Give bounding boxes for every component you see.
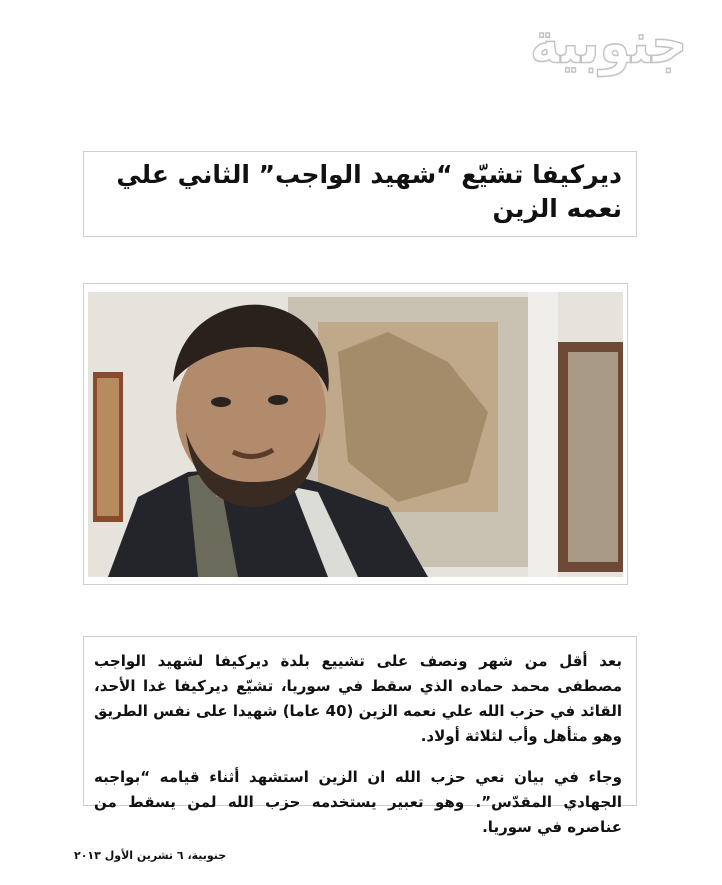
article-title-box: [83, 151, 637, 237]
logo-text: جنوبية: [530, 9, 688, 77]
article-title: ديركيفا تشيّع “شهيد الواجب” الثاني علي نعمه الزين: [116, 160, 622, 223]
publication-logo: [530, 9, 688, 92]
article-body: [83, 636, 637, 836]
article-paragraph: وجاء في بيان نعي حزب الله ان الزين استشهد أثناء قيامه “بواجبه الجهادي المقدّس”. وهو تعبير يستخدمه حزب الله لمن يسقط من عناصره في سوريا.: [94, 768, 622, 836]
footer-dateline: جنوبية، ٦ تشرين الأول ٢٠١٣: [74, 849, 227, 862]
article-paragraph: بعد أقل من شهر ونصف على تشييع بلدة ديركيفا لشهيد الواجب مصطفى محمد حماده الذي سقط في سوريا، تشيّع ديركيفا غدا الأحد، القائد في حزب الله علي نعمه الزين (40 عاما) شهيدا على نفس الطريق وهو متأهل وأب لثلاثة أولاد.: [94, 652, 622, 745]
photo-frame: [83, 283, 628, 585]
portrait-photo: [88, 292, 623, 577]
